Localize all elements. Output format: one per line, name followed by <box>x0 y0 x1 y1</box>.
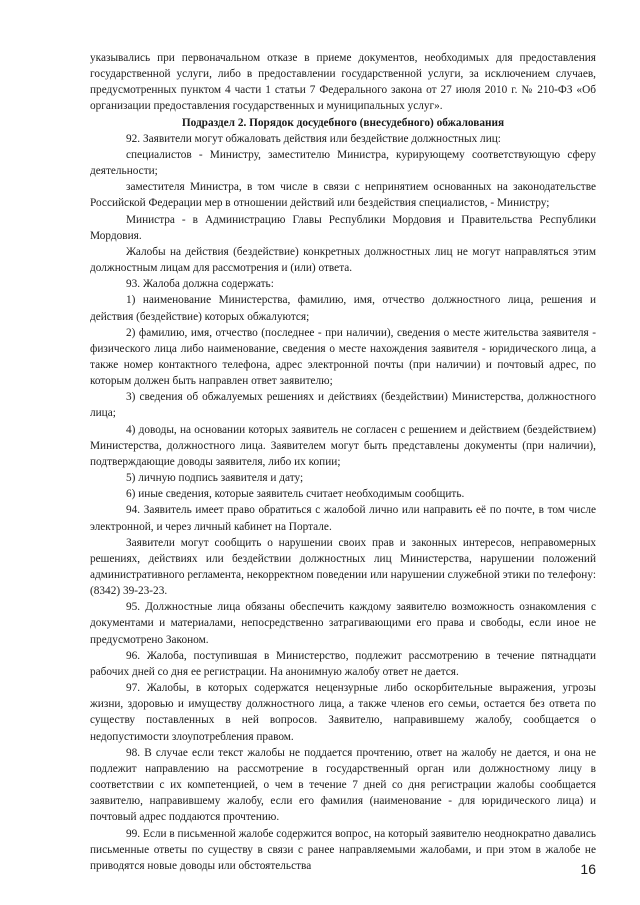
paragraph-99: 99. Если в письменной жалобе содержится вопрос, на который заявителю неоднократно давались письменные ответы по существу в связи с ранее направляемыми жалобами, и при этом в жалобе не приводятся новые доводы или обстоятельства <box>90 827 596 872</box>
document-page <box>90 50 596 874</box>
paragraph-93-item-5: 5) личную подпись заявителя и дату; <box>126 472 304 485</box>
paragraph-93-item-6: 6) иные сведения, которые заявитель считает необходимым сообщить. <box>126 488 465 501</box>
paragraph-94-phone: Заявители могут сообщить о нарушении своих прав и законных интересов, неправомерных решениях, действиях или бездействии должностных лиц Министерства, нарушении положений административного регламента, некорректном поведении или нарушении служебной этики по телефону: (8342) 39-23-23. <box>90 536 596 598</box>
paragraph-98: 98. В случае если текст жалобы не поддается прочтению, ответ на жалобу не дается, и она не подлежит направлению на рассмотрение в государственный орган или должностному лицу в соответствии с их компетенцией, о чем в течение 7 дней со дня регистрации жалобы сообщается заявителю, направившему жалобу, если его фамилия (наименование - для юридического лица) и почтовый адрес поддаются прочтению. <box>90 746 596 824</box>
paragraph-92-complaints: Жалобы на действия (бездействие) конкретных должностных лиц не могут направляться этим должностным лицам для рассмотрения и (или) ответа. <box>90 245 596 275</box>
paragraph-97: 97. Жалобы, в которых содержатся нецензурные либо оскорбительные выражения, угрозы жизни, здоровью и имуществу должностного лица, а также членов его семьи, остается без ответа по существу поставленных в ней вопросов. Заявителю, направившему жалобу, сообщается о недопустимости злоупотребления правом. <box>90 682 596 743</box>
paragraph-92-specialists: специалистов - Министру, заместителю Министра, курирующему соответствующую сферу деятельности; <box>90 148 596 178</box>
paragraph-96: 96. Жалоба, поступившая в Министерство, подлежит рассмотрению в течение пятнадцати рабочих дней со дня ее регистрации. На анонимную жалобу ответ не дается. <box>90 649 596 678</box>
page-number: 16 <box>580 861 596 877</box>
paragraph-93-item-4: 4) доводы, на основании которых заявитель не согласен с решением и действием (бездействием) Министерства, должностного лица. Заявителем могут быть представлены документы (при наличии), подтверждающие доводы заявителя, либо их копии; <box>90 423 596 468</box>
paragraph-93: 93. Жалоба должна содержать: <box>126 278 274 291</box>
paragraph-92-deputy: заместителя Министра, в том числе в связи с непринятием основанных на законодательстве Российской Федерации мер в отношении действий или бездействия специалистов, - Министру; <box>90 181 596 210</box>
paragraph-93-item-2: 2) фамилию, имя, отчество (последнее - при наличии), сведения о месте жительства заявителя - физического лица либо наименование, сведения о месте нахождения заявителя - юридического лица, а также номер контактного телефона, адрес электронной почты (при наличии) и почтовый адрес, по которым должен быть направлен ответ заявителю; <box>90 326 596 388</box>
opening-paragraph: указывались при первоначальном отказе в приеме документов, необходимых для предоставления государственной услуги, либо в предоставлении государственной услуги, за исключением случаев, предусмотренных пунктом 4 части 1 статьи 7 Федерального закона от 27 июля 2010 г. № 210-ФЗ «Об организации предоставления государственных и муниципальных услуг». <box>90 52 596 113</box>
paragraph-92: 92. Заявители могут обжаловать действия или бездействие должностных лиц: <box>126 132 501 145</box>
paragraph-94: 94. Заявитель имеет право обратиться с жалобой лично или направить её по почте, в том числе электронной, и через личный кабинет на Портале. <box>90 504 596 533</box>
paragraph-92-minister: Министра - в Администрацию Главы Республики Мордовия и Правительства Республики Мордовия. <box>90 213 596 242</box>
paragraph-93-item-3: 3) сведения об обжалуемых решениях и действиях (бездействии) Министерства, должностного лица; <box>90 391 596 420</box>
section-heading: Подраздел 2. Порядок досудебного (внесудебного) обжалования <box>181 116 505 129</box>
paragraph-95: 95. Должностные лица обязаны обеспечить каждому заявителю возможность ознакомления с документами и материалами, непосредственно затрагивающими его права и свободы, если иное не предусмотрено Законом. <box>90 601 596 646</box>
paragraph-93-item-1: 1) наименование Министерства, фамилию, имя, отчество должностного лица, решения и действия (бездействие) которых обжалуются; <box>90 294 596 323</box>
